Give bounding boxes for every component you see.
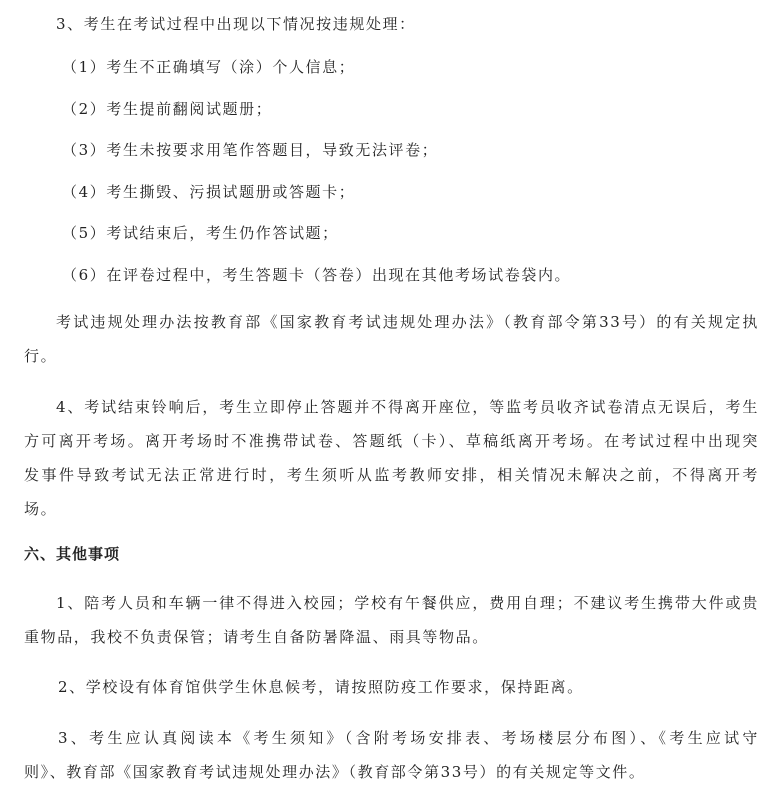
paragraph-4-line-3: 发事件导致考试无法正常进行时，考生须听从监考教师安排，相关情况未解决之前，不得离开考 xyxy=(24,466,759,484)
paragraph-3-intro: 3、考生在考试过程中出现以下情况按违规处理： xyxy=(56,15,416,33)
rule-paragraph-line-1: 考试违规处理办法按教育部《国家教育考试违规处理办法》（教育部令第33号）的有关规定执 xyxy=(56,313,759,331)
other-item-3-line-2: 则》、教育部《国家教育考试违规处理办法》（教育部令第33号）的有关规定等文件。 xyxy=(24,763,646,781)
rule-paragraph-line-2: 行。 xyxy=(24,347,58,365)
violation-item-3: （3）考生未按要求用笔作答题目，导致无法评卷； xyxy=(62,141,439,159)
section-heading: 六、其他事项 xyxy=(24,545,121,563)
violation-item-5: （5）考试结束后，考生仍作答试题； xyxy=(62,224,339,242)
paragraph-4-line-2: 方可离开考场。离开考场时不准携带试卷、答题纸（卡）、草稿纸离开考场。在考试过程中出现突 xyxy=(24,432,759,450)
violation-item-4: （4）考生撕毁、污损试题册或答题卡； xyxy=(62,183,356,201)
violation-item-1: （1）考生不正确填写（涂）个人信息； xyxy=(62,58,356,76)
violation-item-6: （6）在评卷过程中，考生答题卡（答卷）出现在其他考场试卷袋内。 xyxy=(62,266,572,284)
other-item-3-line-1: 3、考生应认真阅读本《考生须知》（含附考场安排表、考场楼层分布图）、《考生应试守 xyxy=(58,729,759,747)
other-item-1-line-1: 1、陪考人员和车辆一律不得进入校园；学校有午餐供应，费用自理；不建议考生携带大件或贵 xyxy=(56,594,759,612)
paragraph-4-line-1: 4、考试结束铃响后，考生立即停止答题并不得离开座位，等监考员收齐试卷清点无误后，考生 xyxy=(56,398,759,416)
paragraph-4-line-4: 场。 xyxy=(24,500,58,518)
other-item-2: 2、学校设有体育馆供学生休息候考，请按照防疫工作要求，保持距离。 xyxy=(58,678,584,696)
other-item-1-line-2: 重物品，我校不负责保管；请考生自备防暑降温、雨具等物品。 xyxy=(24,628,489,646)
violation-item-2: （2）考生提前翻阅试题册； xyxy=(62,100,273,118)
